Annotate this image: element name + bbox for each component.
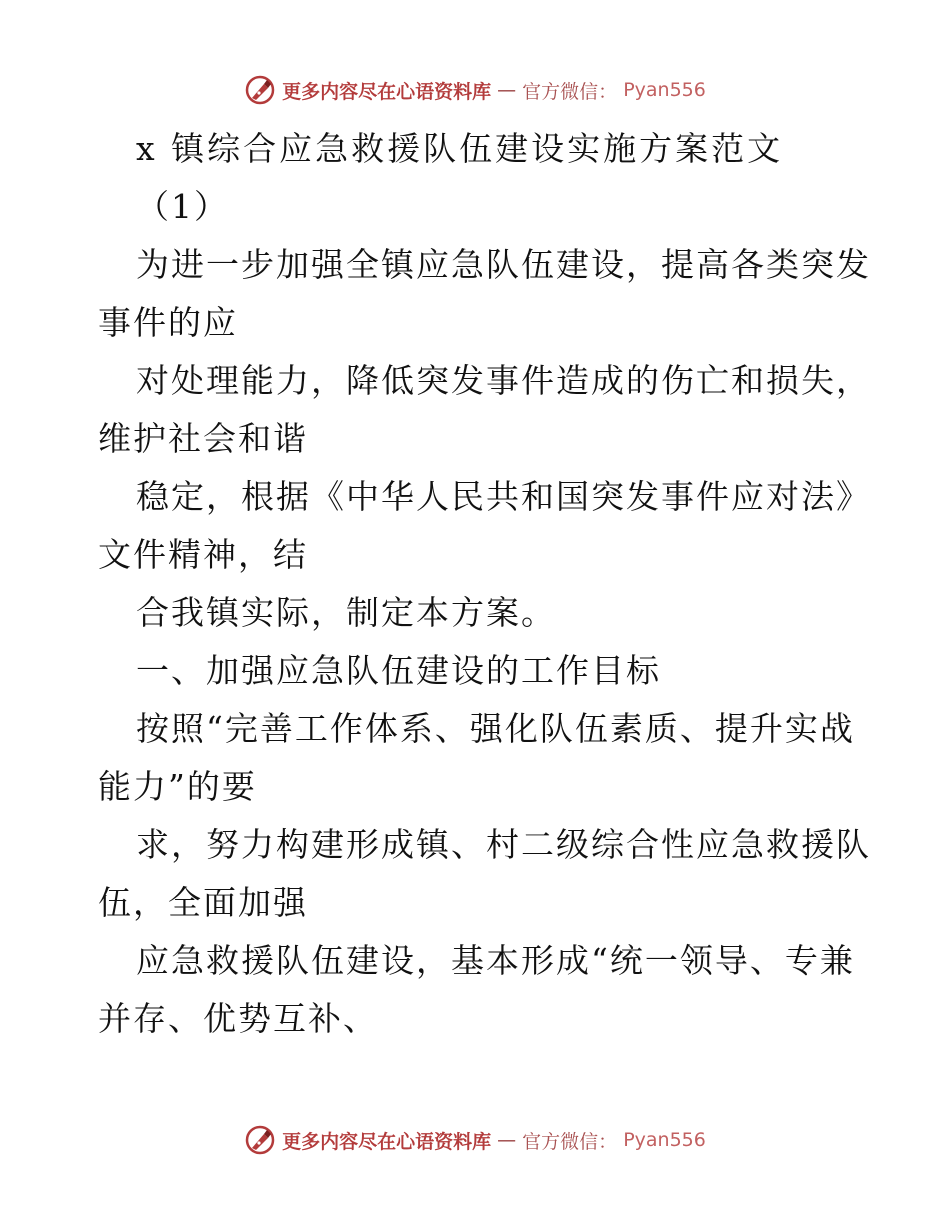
paragraph-line: 对处理能力，降低突发事件造成的伤亡和损失， <box>136 361 871 400</box>
paragraph-line: 稳定，根据《中华人民共和国突发事件应对法》 <box>136 477 871 516</box>
banner-site-text: 更多内容尽在心语资料库 <box>282 80 492 103</box>
banner-wechat-label: 官方微信： <box>522 80 618 103</box>
banner-wechat-id: Pyan556 <box>623 1129 706 1151</box>
header-banner-content <box>244 74 706 106</box>
footer-banner <box>0 1120 950 1160</box>
pen-nib-logo-icon <box>244 1124 276 1156</box>
document-body <box>98 120 871 1048</box>
paragraph-line: 应急救援队伍建设，基本形成“统一领导、专兼 <box>136 941 855 980</box>
paragraph-line: 事件的应 <box>98 303 238 342</box>
paragraph-line: 伍，全面加强 <box>98 883 308 922</box>
paragraph-line: 为进一步加强全镇应急队伍建设，提高各类突发 <box>136 245 871 284</box>
banner-dash: — <box>497 79 517 101</box>
paragraph-line: 文件精神，结 <box>98 535 308 574</box>
paragraph-line: 按照“完善工作体系、强化队伍素质、提升实战 <box>136 709 855 748</box>
header-banner <box>0 70 950 110</box>
paragraph-line: 求，努力构建形成镇、村二级综合性应急救援队 <box>136 825 871 864</box>
document-title: x 镇综合应急救援队伍建设实施方案范文 <box>136 129 784 168</box>
paragraph-line: 合我镇实际，制定本方案。 <box>136 593 556 632</box>
banner-wechat-id: Pyan556 <box>623 79 706 101</box>
paragraph-line: 能力”的要 <box>98 767 257 806</box>
pen-nib-logo-icon <box>244 74 276 106</box>
paragraph-line: 并存、优势互补、 <box>98 999 378 1038</box>
banner-wechat-label: 官方微信： <box>522 1130 618 1153</box>
footer-banner-content <box>244 1124 706 1156</box>
section-number: （1） <box>136 187 229 226</box>
paragraph-line: 维护社会和谐 <box>98 419 308 458</box>
banner-dash: — <box>497 1129 517 1151</box>
banner-site-text: 更多内容尽在心语资料库 <box>282 1130 492 1153</box>
section-heading: 一、加强应急队伍建设的工作目标 <box>136 651 661 690</box>
